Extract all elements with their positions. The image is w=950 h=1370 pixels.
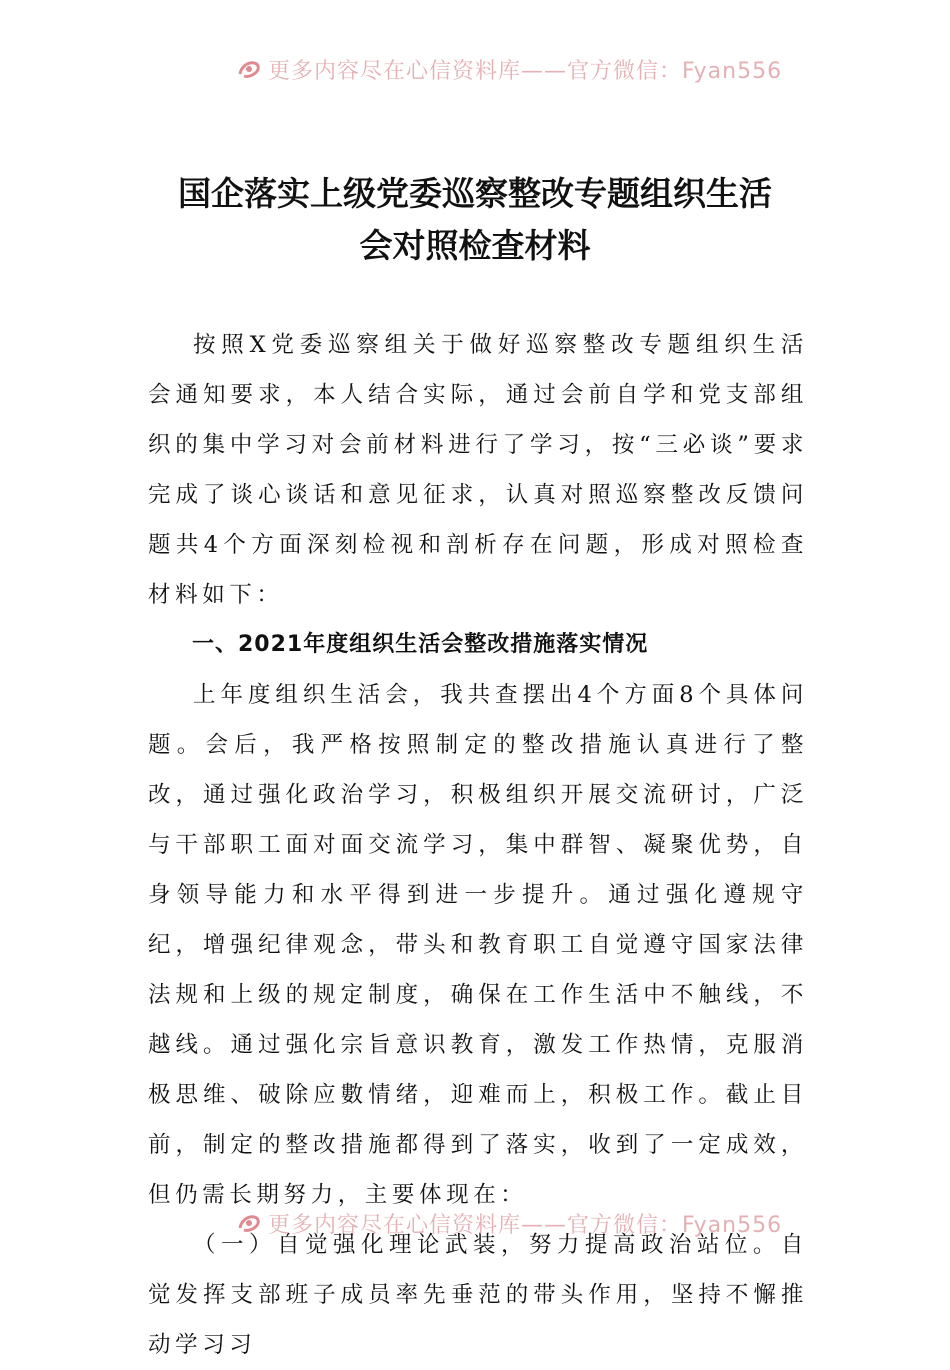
swirl-logo-icon [236,1210,262,1236]
title-line-2: 会对照检查材料 [359,226,591,265]
watermark-text: 更多内容尽在心信资料库——官方微信：Fyan556 [268,58,783,84]
document-title [0,168,950,272]
title-line-1: 国企落实上级党委巡察整改专题组织生活 [178,174,772,213]
intro-paragraph: 按照X党委巡察组关于做好巡察整改专题组织生活会通知要求，本人结合实际，通过会前自学和党支部组织的集中学习对会前材料进行了学习，按“三必谈”要求完成了谈心谈话和意见征求，认真对照巡察整改反馈问题共4个方面深刻检视和剖析存在问题，形成对照检查材料如下： [148,332,808,608]
section-heading: 一、2021年度组织生活会整改措施落实情况 [192,632,649,657]
swirl-logo-icon [236,56,262,82]
body-paragraph: 上年度组织生活会，我共查摆出4个方面8个具体问题。会后，我严格按照制定的整改措施认真进行了整改，通过强化政治学习，积极组织开展交流研讨，广泛与干部职工面对面交流学习，集中群智、凝聚优势，自身领导能力和水平得到进一步提升。通过强化遵规守纪，增强纪律观念，带头和教育职工自觉遵守国家法律法规和上级的规定制度，确保在工作生活中不触线，不越线。通过强化宗旨意识教育，激发工作热情，克服消极思维、破除应數情绪，迎难而上，积极工作。截止目前，制定的整改措施都得到了落实，收到了一定成效，但仍需长期努力，主要体现在： [148,682,808,1208]
watermark-text: 更多内容尽在心信资料库——官方微信：Fyan556 [268,1212,783,1238]
watermark-bottom [0,1206,950,1240]
subsection-paragraph: （一）自觉强化理论武装，努力提高政治站位。自觉发挥支部班子成员率先垂范的带头作用，坚持不懈推动学习习 [148,1232,808,1358]
watermark-top [0,52,950,86]
